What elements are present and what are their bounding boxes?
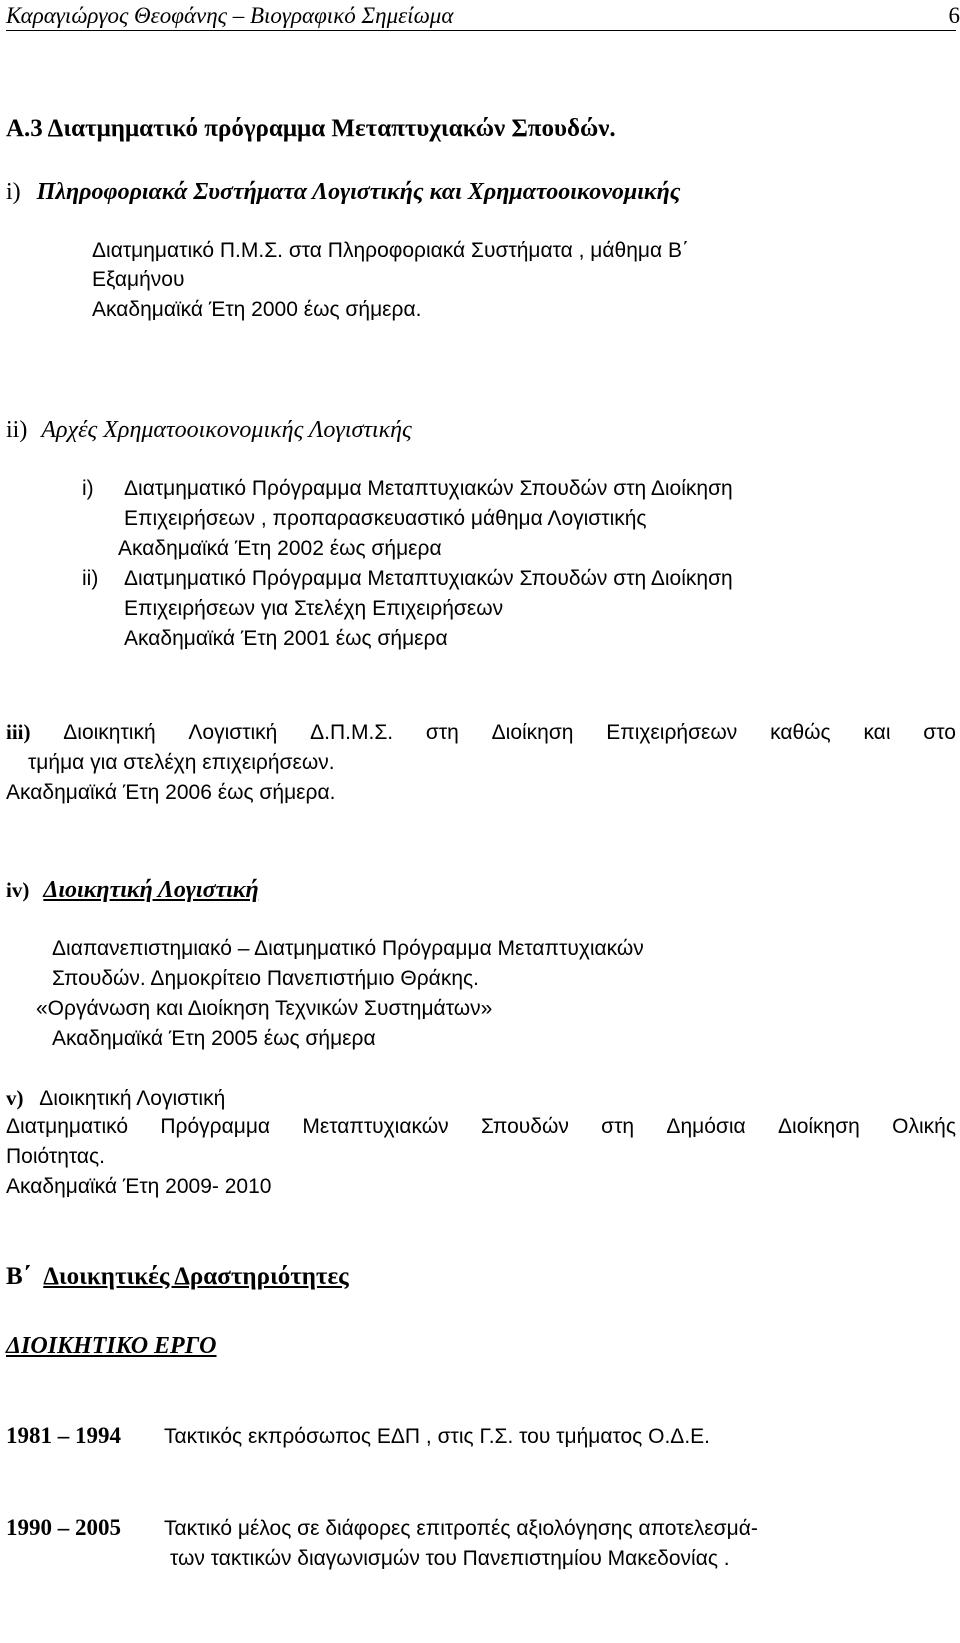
- item-v-line1: [6, 1116, 956, 1137]
- item-ii-sub1-label: i): [82, 477, 94, 500]
- item-v-word: Μεταπτυχιακών: [302, 1115, 449, 1138]
- item-iii-word: Δ.Π.Μ.Σ.: [310, 721, 394, 744]
- item-iii-word: στο: [923, 721, 956, 744]
- item-v-word: Δημόσια: [666, 1115, 746, 1138]
- item-v-line3: Ακαδημαϊκά Έτη 2009- 2010: [6, 1175, 272, 1198]
- header-title: Καραγιώργος Θεοφάνης – Βιογραφικό Σημείωμα: [6, 3, 454, 28]
- section-a3-heading: Α.3 Διατμηματικό πρόγραμμα Μεταπτυχιακών Σπουδών.: [6, 115, 616, 142]
- item-iii-line3: Ακαδημαϊκά Έτη 2006 έως σήμερα.: [6, 781, 336, 804]
- item-i-label: i): [6, 179, 21, 205]
- item-i-line1: Διατμηματικό Π.Μ.Σ. στα Πληροφοριακά Συστήματα , μάθημα Β΄: [92, 239, 689, 262]
- entry-line2: των τακτικών διαγωνισμών του Πανεπιστημίου Μακεδονίας .: [170, 1547, 730, 1570]
- page-number: 6: [948, 3, 960, 28]
- item-iv-line3: «Οργάνωση και Διοίκηση Τεχνικών Συστημάτων»: [36, 997, 493, 1020]
- item-v-label: v): [6, 1086, 24, 1110]
- item-i-line3: Ακαδημαϊκά Έτη 2000 έως σήμερα.: [92, 298, 422, 321]
- item-iii-word: στη: [425, 721, 459, 744]
- item-v-word: Διατμηματικό: [6, 1115, 129, 1138]
- entry-years: 1990 – 2005: [6, 1515, 121, 1540]
- item-ii-label: ii): [6, 417, 28, 443]
- item-ii-sub1-line1: Διατμηματικό Πρόγραμμα Μεταπτυχιακών Σπουδών στη Διοίκηση: [124, 477, 733, 500]
- section-b-title: Διοικητικές Δραστηριότητες: [43, 1263, 349, 1290]
- section-b-prefix: Β΄: [6, 1263, 31, 1290]
- item-iii-word: Διοικητική: [63, 721, 156, 744]
- item-iv: [6, 878, 259, 902]
- entry-line1: Τακτικός εκπρόσωπος ΕΔΠ , στις Γ.Σ. του τμήματος Ο.Δ.Ε.: [164, 1425, 710, 1448]
- item-iii-word: Διοίκηση: [491, 721, 574, 744]
- section-b-heading: [6, 1264, 349, 1289]
- item-ii-sub2-line3: Ακαδημαϊκά Έτη 2001 έως σήμερα: [124, 627, 448, 650]
- item-iii-word: Επιχειρήσεων: [606, 721, 738, 744]
- item-ii-sub2-line1: Διατμηματικό Πρόγραμμα Μεταπτυχιακών Σπουδών στη Διοίκηση: [124, 567, 733, 590]
- item-iv-line4: Ακαδημαϊκά Έτη 2005 έως σήμερα: [52, 1027, 376, 1050]
- item-ii: [6, 418, 412, 442]
- item-iii-line2: τμήμα για στελέχη επιχειρήσεων.: [28, 751, 335, 774]
- item-ii-title: Αρχές Χρηματοοικονομικής Λογιστικής: [41, 417, 412, 443]
- header-underline: [6, 30, 956, 31]
- item-iv-title: Διοικητική Λογιστική: [43, 877, 259, 903]
- item-i-title: Πληροφοριακά Συστήματα Λογιστικής και Χρηματοοικονομικής: [36, 179, 681, 205]
- item-ii-sub1-line2: Επιχειρήσεων , προπαρασκευαστικό μάθημα Λογιστικής: [124, 507, 647, 530]
- item-iv-label: iv): [6, 878, 30, 902]
- item-v-word: Ολικής: [892, 1115, 956, 1138]
- item-iii-line1: [6, 722, 956, 743]
- item-v-line2: Ποιότητας.: [6, 1145, 105, 1168]
- item-iii-word: καθώς: [770, 721, 831, 744]
- item-ii-sub2-line2: Επιχειρήσεων για Στελέχη Επιχειρήσεων: [124, 597, 504, 620]
- item-v: [6, 1086, 225, 1109]
- item-i-line2: Εξαμήνου: [92, 268, 185, 291]
- item-ii-sub1-line3: Ακαδημαϊκά Έτη 2002 έως σήμερα: [118, 537, 442, 560]
- section-b-subheading: ΔΙΟΙΚΗΤΙΚΟ ΕΡΓΟ: [6, 1333, 217, 1359]
- item-v-word: Πρόγραμμα: [160, 1115, 271, 1138]
- item-v-word: Διοίκηση: [778, 1115, 860, 1138]
- item-iv-line1: Διαπανεπιστημιακό – Διατμηματικό Πρόγραμμα Μεταπτυχιακών: [52, 937, 644, 960]
- item-iii-word: και: [863, 721, 891, 744]
- entry-years: 1981 – 1994: [6, 1423, 121, 1448]
- item-i: [6, 180, 680, 204]
- item-iii-label: iii): [6, 720, 31, 744]
- item-v-word: Σπουδών: [480, 1115, 569, 1138]
- item-iv-line2: Σπουδών. Δημοκρίτειο Πανεπιστήμιο Θράκης.: [52, 967, 479, 990]
- item-ii-sub2-label: ii): [82, 567, 99, 590]
- entry-line1: Τακτικό μέλος σε διάφορες επιτροπές αξιολόγησης αποτελεσμά-: [164, 1517, 758, 1540]
- item-iii-word: Λογιστική: [188, 721, 278, 744]
- item-v-word: στη: [601, 1115, 635, 1138]
- item-v-title: Διοικητική Λογιστική: [39, 1087, 226, 1110]
